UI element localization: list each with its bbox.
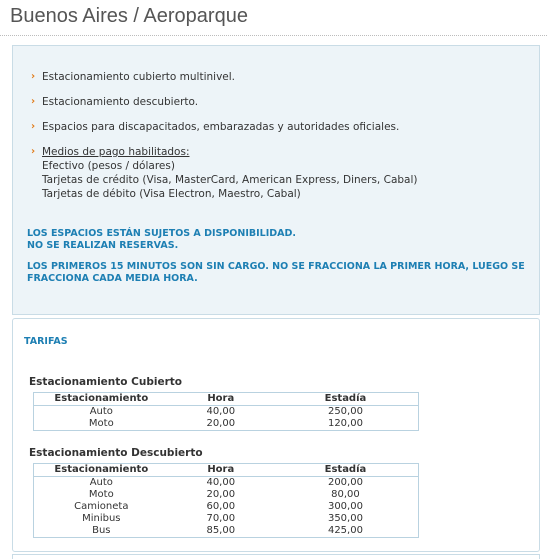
table-row	[34, 418, 419, 431]
vehicle-cell: Moto	[88, 418, 114, 429]
feature-special-spaces: Espacios para discapacitados, embarazadas y autoridades oficiales.	[42, 121, 400, 133]
payment-cash: Efectivo (pesos / dólares)	[42, 160, 175, 172]
table-row	[34, 525, 419, 538]
vehicle-cell: Auto	[89, 406, 113, 417]
column-header: Estacionamiento	[34, 464, 169, 477]
table-header-row	[34, 464, 419, 477]
stay-rate-cell: 300,00	[327, 501, 363, 512]
table-row	[34, 489, 419, 501]
rates-title: TARIFAS	[24, 336, 68, 347]
covered-section-title: Estacionamiento Cubierto	[29, 376, 182, 388]
table-row	[34, 513, 419, 525]
uncovered-rates-table	[33, 463, 419, 538]
stay-rate-cell: 250,00	[327, 406, 363, 417]
hour-rate-cell: 40,00	[206, 406, 236, 417]
column-header: Estadía	[273, 393, 419, 406]
column-header: Hora	[169, 464, 273, 477]
hour-rate-cell: 70,00	[206, 513, 236, 524]
stay-rate-cell: 425,00	[327, 525, 363, 536]
stay-rate-cell: 80,00	[331, 489, 360, 500]
vehicle-cell: Camioneta	[74, 501, 129, 512]
arrow-right-icon: ›	[31, 96, 36, 107]
column-header: Estacionamiento	[34, 393, 169, 406]
list-item	[31, 120, 531, 134]
list-item	[31, 70, 531, 84]
table-row	[34, 501, 419, 513]
arrow-right-icon: ›	[31, 71, 36, 82]
column-header: Hora	[169, 393, 273, 406]
feature-list	[31, 70, 531, 212]
payment-credit: Tarjetas de crédito (Visa, MasterCard, American Express, Diners, Cabal)	[42, 174, 418, 186]
table-row	[34, 477, 419, 490]
vehicle-cell: Auto	[89, 477, 113, 488]
arrow-right-icon: ›	[31, 121, 36, 132]
payment-methods-link[interactable]: Medios de pago habilitados:	[42, 146, 190, 158]
table-header-row	[34, 393, 419, 406]
page-title: Buenos Aires / Aeroparque	[10, 5, 248, 27]
free-minutes-notice: LOS PRIMEROS 15 MINUTOS SON SIN CARGO. NO SE FRACCIONA LA PRIMER HORA, LUEGO SE FRACCIONA CADA MEDIA HORA.	[27, 261, 525, 284]
hour-rate-cell: 60,00	[206, 501, 236, 512]
column-header: Estadía	[273, 464, 419, 477]
hour-rate-cell: 85,00	[206, 525, 236, 536]
vehicle-cell: Bus	[92, 525, 111, 536]
list-item	[31, 145, 531, 201]
arrow-right-icon: ›	[31, 146, 36, 157]
stay-rate-cell: 120,00	[327, 418, 363, 429]
uncovered-section-title: Estacionamiento Descubierto	[29, 447, 203, 459]
info-panel	[12, 45, 540, 315]
rates-panel	[12, 318, 540, 552]
covered-rates-table	[33, 392, 419, 431]
availability-notice: LOS ESPACIOS ESTÁN SUJETOS A DISPONIBILIDAD. NO SE REALIZAN RESERVAS.	[27, 228, 296, 251]
feature-uncovered: Estacionamiento descubierto.	[42, 96, 199, 108]
hour-rate-cell: 20,00	[206, 418, 236, 429]
table-row	[34, 406, 419, 419]
list-item	[31, 95, 531, 109]
vehicle-cell: Moto	[88, 489, 114, 500]
hour-rate-cell: 20,00	[206, 489, 236, 500]
feature-covered: Estacionamiento cubierto multinivel.	[42, 71, 235, 83]
vehicle-cell: Minibus	[82, 513, 121, 524]
title-divider	[0, 35, 547, 37]
payment-debit: Tarjetas de débito (Visa Electron, Maestro, Cabal)	[42, 188, 301, 200]
stay-rate-cell: 200,00	[327, 477, 363, 488]
stay-rate-cell: 350,00	[327, 513, 363, 524]
hour-rate-cell: 40,00	[206, 477, 236, 488]
next-panel-edge	[12, 554, 540, 559]
